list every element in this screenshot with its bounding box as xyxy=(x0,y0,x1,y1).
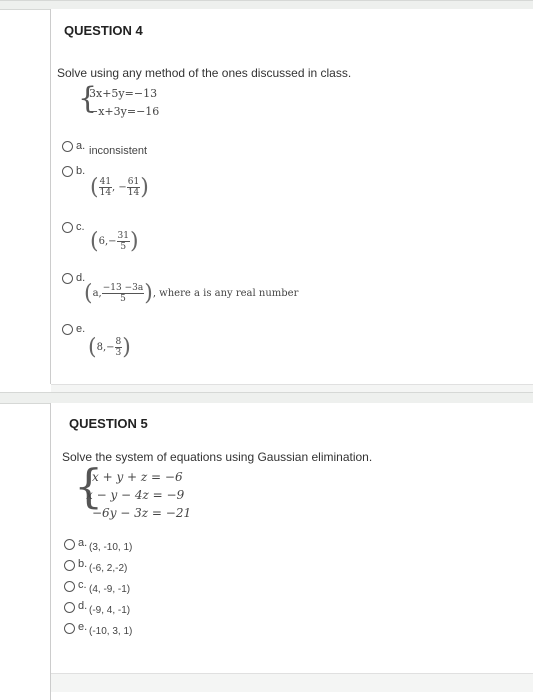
question-5-card xyxy=(0,403,533,700)
q5-option-a-text: (3, -10, 1) xyxy=(89,542,133,553)
q4-option-c-letter: c. xyxy=(76,221,85,233)
fraction-numerator: 31 xyxy=(117,231,129,241)
q5-radio-e[interactable] xyxy=(64,623,75,634)
q4-radio-a[interactable] xyxy=(62,141,73,152)
system-brace: { xyxy=(78,81,98,116)
fraction-numerator: 61 xyxy=(127,177,140,187)
q5-option-d-letter: d. xyxy=(78,600,88,612)
q4-option-d-suffix: , where a is any real number xyxy=(152,288,299,299)
question-4-title: QUESTION 4 xyxy=(64,23,143,38)
q5-bottom-bar xyxy=(51,673,533,692)
q5-option-a-letter: a. xyxy=(78,537,88,549)
equation-2: x − y − 4z = −9 xyxy=(86,488,185,502)
q5-radio-d[interactable] xyxy=(64,602,75,613)
q5-option-c-text: (4, -9, -1) xyxy=(89,584,131,595)
fraction-denominator: 14 xyxy=(127,188,140,198)
q4-radio-c[interactable] xyxy=(62,222,73,233)
system-brace: { xyxy=(74,459,104,513)
q5-radio-b[interactable] xyxy=(64,560,75,571)
first-coordinate: a, xyxy=(92,288,102,299)
fraction-denominator: 5 xyxy=(120,294,126,304)
question-5-title: QUESTION 5 xyxy=(69,416,148,431)
q4-option-e-letter: e. xyxy=(76,323,86,335)
equation-2: −x+3y=−16 xyxy=(89,105,160,118)
q4-option-c-answer: ( 6, − $\frac{31}{5}$ ) xyxy=(90,229,139,254)
q4-option-e-answer: ( 8, − $\frac{8}{3}$ ) xyxy=(88,335,131,360)
q4-option-a-letter: a. xyxy=(76,140,86,152)
q5-option-b-letter: b. xyxy=(78,558,88,570)
fraction-numerator: 8 xyxy=(115,337,122,347)
equation-3: −6y − 3z = −21 xyxy=(92,506,192,520)
q4-option-d-letter: d. xyxy=(76,272,86,284)
fraction-denominator: 5 xyxy=(120,242,127,252)
q5-option-c-letter: c. xyxy=(78,579,87,591)
fraction-denominator: 3 xyxy=(115,348,122,358)
q5-option-b-text: (-6, 2,-2) xyxy=(89,563,128,574)
q4-radio-e[interactable] xyxy=(62,324,73,335)
q5-option-d-text: (-9, 4, -1) xyxy=(89,605,131,616)
first-coordinate: 8, xyxy=(96,342,107,353)
equation-1: x + y + z = −6 xyxy=(92,470,183,484)
q4-option-a-text: inconsistent xyxy=(89,145,148,157)
q4-radio-d[interactable] xyxy=(62,273,73,284)
q5-radio-c[interactable] xyxy=(64,581,75,592)
q4-radio-b[interactable] xyxy=(62,166,73,177)
question-5-prompt: Solve the system of equations using Gaussian elimination. xyxy=(62,450,373,464)
q4-option-b-letter: b. xyxy=(76,165,86,177)
q5-radio-a[interactable] xyxy=(64,539,75,550)
q4-option-b-answer: ( $\frac{41}{14}$ , − $\frac{61}{14}$ ) xyxy=(90,175,149,200)
question-4-card xyxy=(0,9,533,384)
first-coordinate: 6, xyxy=(98,236,109,247)
q4-option-d-answer: ( a, $\frac{-13 -3a}{5}$ ) , where a is any real number xyxy=(84,281,299,306)
q5-option-e-text: (-10, 3, 1) xyxy=(89,626,133,637)
fraction-numerator: −13 −3a xyxy=(102,283,144,293)
question-4-prompt: Solve using any method of the ones discussed in class. xyxy=(57,66,352,80)
fraction-numerator: 41 xyxy=(99,177,112,187)
q5-option-e-letter: e. xyxy=(78,621,88,633)
equation-1: 3x+5y=−13 xyxy=(89,87,158,100)
fraction-denominator: 14 xyxy=(99,188,112,198)
